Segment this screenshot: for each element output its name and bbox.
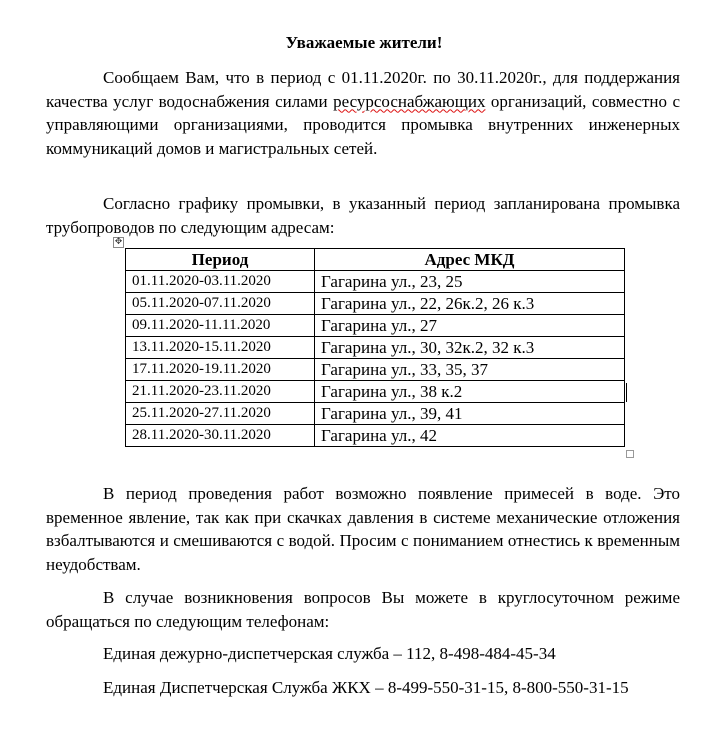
period-cell[interactable]: 01.11.2020-03.11.2020: [126, 271, 315, 293]
address-cell[interactable]: Гагарина ул., 23, 25: [315, 271, 625, 293]
table-row: [126, 403, 625, 425]
schedule-paragraph: Согласно графику промывки, в указанный период запланирована промывка трубопроводов по следующим адресам:: [46, 194, 680, 237]
schedule-table-wrapper: [125, 248, 625, 447]
intro-text-after: организаций, совместно с управляющими организациями, проводится промывка внутренних инженерных коммуникаций домов и магистральных сетей.: [46, 91, 680, 158]
table-header-row: [126, 249, 625, 271]
table-row: [126, 271, 625, 293]
address-cell[interactable]: Гагарина ул., 33, 35, 37: [315, 359, 625, 381]
period-cell[interactable]: 28.11.2020-30.11.2020: [126, 425, 315, 447]
contact-line-jkh: Единая Диспетчерская Служба ЖКХ – 8-499-550-31-15, 8-800-550-31-15: [103, 678, 629, 697]
table-move-handle-icon[interactable]: ✥: [114, 237, 123, 247]
address-cell[interactable]: Гагарина ул., 30, 32к.2, 32 к.3: [315, 337, 625, 359]
table-resize-handle-icon[interactable]: [626, 450, 634, 458]
contacts-intro-paragraph: В случае возникновения вопросов Вы можете в круглосуточном режиме обращаться по следующим телефонам:: [46, 588, 680, 631]
address-cell[interactable]: Гагарина ул., 27: [315, 315, 625, 337]
address-cell[interactable]: Гагарина ул., 38 к.2: [315, 381, 625, 403]
table-row: [126, 315, 625, 337]
notice-paragraph: В период проведения работ возможно появление примесей в воде. Это временное явление, так как при скачках давления в системе механические отложения взбалтываются и смешиваются с водой. Просим с пониманием отнестись к временным неудобствам.: [46, 484, 680, 574]
intro-paragraph: [46, 66, 680, 160]
table-row: [126, 381, 625, 403]
spellcheck-flagged-word[interactable]: ресурсоснабжающих: [333, 91, 486, 111]
document-title: Уважаемые жители!: [285, 33, 443, 52]
header-period: Период: [126, 249, 315, 271]
period-cell[interactable]: 13.11.2020-15.11.2020: [126, 337, 315, 359]
period-cell[interactable]: 05.11.2020-07.11.2020: [126, 293, 315, 315]
header-address: Адрес МКД: [315, 249, 625, 271]
contact-line-edds: Единая дежурно-диспетчерская служба – 112, 8-498-484-45-34: [103, 644, 556, 663]
period-cell[interactable]: 17.11.2020-19.11.2020: [126, 359, 315, 381]
address-cell[interactable]: Гагарина ул., 39, 41: [315, 403, 625, 425]
schedule-table: [125, 248, 625, 447]
period-cell[interactable]: 25.11.2020-27.11.2020: [126, 403, 315, 425]
intro-text-before: Сообщаем Вам, что в период с 01.11.2020г. по 30.11.2020г., для поддержания качества услуг водоснабжения силами: [46, 68, 680, 111]
table-row: [126, 293, 625, 315]
table-row: [126, 337, 625, 359]
table-row: [126, 359, 625, 381]
text-cursor: [626, 383, 627, 402]
table-row: [126, 425, 625, 447]
period-cell[interactable]: 21.11.2020-23.11.2020: [126, 381, 315, 403]
address-cell[interactable]: Гагарина ул., 22, 26к.2, 26 к.3: [315, 293, 625, 315]
address-cell[interactable]: Гагарина ул., 42: [315, 425, 625, 447]
period-cell[interactable]: 09.11.2020-11.11.2020: [126, 315, 315, 337]
